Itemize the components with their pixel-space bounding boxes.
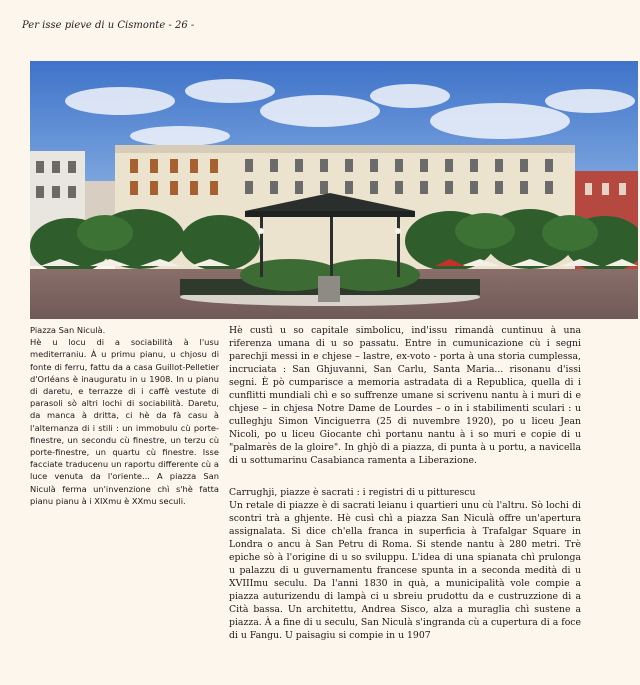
main-text — [229, 324, 581, 642]
caption-title: Piazza San Niculà. — [30, 325, 106, 335]
paragraph-2: Un retale di piazze è di sacrati leianu i quartieri unu cù l'altru. Sò lochi di scontri trà a ghjente. Hè cusì chì a piazza San Niculà offre un'apertura assignalata. Si dice ch'ella franca in superficia à Trafalgar Square in Londra o ancu à San Petru di Roma. Si stende nantu à 280 metri. Trè epiche sò à l'origine di u so sviluppu. L'idea di una spianata chì prulonga u palazzu di u guvernamentu francese spunta in a seconda medità di u XVIIImu seculu. Da l'anni 1830 in quà, a municipalità vole compie a piazza auturizendu di lampà ci u sbreiu prudottu da e custruzzione di a Cità bassa. Un architettu, Andrea Sisco, alza a muraglia chì sustene a piazza. À a fine di u seculu, San Niculà s'ingranda cù a cupertura di a foce di u Fangu. U paisagiu si compie in u 1907 — [229, 500, 581, 641]
place-saint-nicolas-photo — [30, 61, 638, 319]
caption-body: Hè u locu di a sociabilità à l'usu mediterraniu. À u primu pianu, u chjosu di fonte di ferru, fattu da a casa Guillot-Pelletier d'Orléans è inauguratu in u 1908. In u pianu di daretu, e terrazze di i caffè vestute di parasoli sò altri lochi di sociabilità. Daretu, da manca à dritta, ci hè da fà casu à l'alternanza di i stili : un immobulu cù porte-finestre, un secondu cù finestre, un terzu cù porte-finestre, un quartu cù finestre. Isse facciate traducenu un raportu differente cù a luce venuta da l'oriente... A piazza San Niculà ferma un'invenzione chì s'hè fatta pianu pianu à i XIXmu è XXmu seculi. — [30, 337, 219, 506]
photo-caption — [30, 324, 219, 507]
paragraph-1: Hè custì u so capitale simbolicu, ind'issu rimandà cuntinuu à una riferenza umana di u so passatu. Entre in cumunicazione cù i segni parechji messi in e chjese – lastre, ex-voto - porta à una storia cumplessa, incruciata : San Ghjuvanni, San Carlu, Santa Maria... risonanu d'issi segni. È pò cumparisce a memoria astradata di a Republica, quella di i cunflitti mundiali chì e so suffrenze umane si scrivenu nantu à i muri di e chjese – in chjesa Notre Dame de Lourdes – o in i stabilimenti sculari : u culleghju Simon Vincigueтra (25 di nuvembre 1920), po u liceu Jean Nicoli, po u liceu Giocante chì portanu nantu à i so muri e copie di u "palmarès de la gloire". In ghjò di a piazza, di punta à u portu, a navicella di u sottumarinu Casabianca ramenta a Liberazione. — [229, 325, 581, 466]
section-heading: Carrughji, piazze è sacrati : i registri di u pitturescu — [229, 487, 476, 498]
running-head: Per isse pieve di u Cismonte - 26 - — [22, 20, 195, 31]
